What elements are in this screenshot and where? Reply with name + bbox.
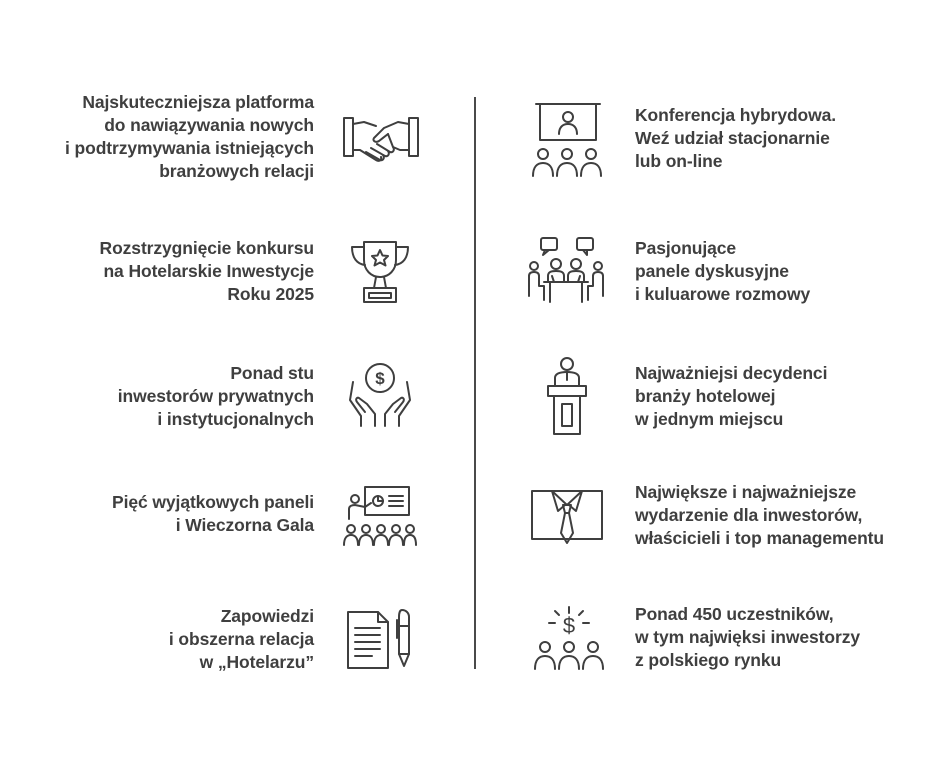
feature-text-participants: Ponad 450 uczestników, w tym najwięksi inwestorzy z polskiego rynku (635, 604, 860, 670)
feature-text-coverage: Zapowiedzi i obszerna relacja w „Hotelarzu” (168, 606, 314, 672)
shirt-tie-icon (530, 485, 604, 547)
speaker-podium-icon (546, 356, 588, 436)
feature-text-discussions: Pasjonujące panele dyskusyjne i kuluarowe rozmowy (635, 238, 811, 304)
feature-text-decision-makers: Najważniejsi decydenci branży hotelowej w jednym miejscu (635, 363, 828, 429)
feature-text-biggest-event: Największe i najważniejsze wydarzenie dla inwestorów, właścicieli i top managementu (635, 482, 884, 548)
feature-text-networking: Najskuteczniejsza platforma do nawiązywania nowych i podtrzymywania istniejących branżowych relacji (65, 92, 314, 181)
svg-text:$: $ (562, 613, 576, 638)
money-hands-icon (345, 360, 415, 430)
panel-discussion-icon (528, 236, 604, 308)
document-pen-icon (346, 606, 416, 670)
handshake-icon (342, 112, 420, 164)
trophy-icon (346, 238, 414, 306)
feature-text-panels-gala: Pięć wyjątkowych paneli i Wieczorna Gala (112, 492, 314, 535)
svg-text:$: $ (375, 369, 385, 388)
presentation-audience-icon (343, 485, 417, 547)
investors-group-icon (533, 605, 605, 671)
center-divider (474, 97, 476, 669)
video-conference-icon (530, 100, 604, 178)
feature-text-investors: Ponad stu inwestorów prywatnych i instytucjonalnych (117, 363, 314, 429)
feature-text-contest: Rozstrzygnięcie konkursu na Hotelarskie Inwestycje Roku 2025 (99, 238, 314, 304)
feature-text-hybrid: Konferencja hybrydowa. Weź udział stacjonarnie lub on-line (635, 105, 837, 171)
